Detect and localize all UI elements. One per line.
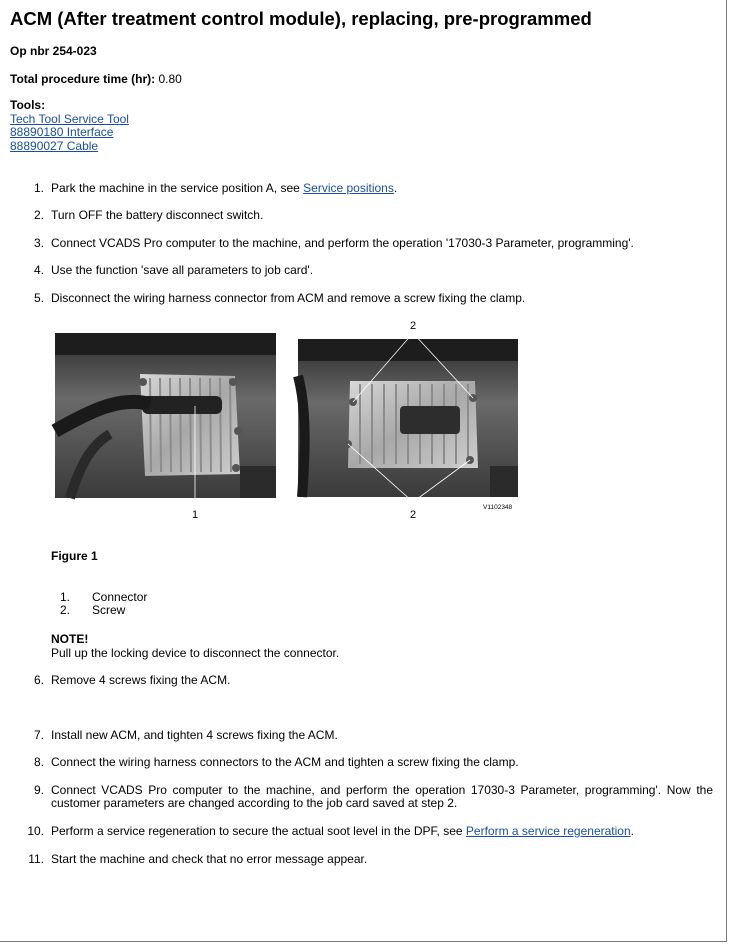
page-border-bottom (0, 941, 727, 942)
step-number: 5. (33, 291, 44, 305)
service-regeneration-link[interactable]: Perform a service regeneration (465, 824, 631, 838)
step-text: Install new ACM, and tighten 4 screws fixing the ACM. (51, 728, 338, 742)
tools-label: Tools: (10, 98, 46, 112)
step-text: Use the function 'save all parameters to job card'. (51, 263, 314, 277)
tool-link-interface[interactable]: 88890180 Interface (10, 125, 114, 139)
figure-image-id: V1102348 (483, 504, 513, 511)
step-text: Connect the wiring harness connectors to the ACM and tighten a screw fixing the clamp. (51, 755, 519, 769)
legend-text: Connector (92, 590, 148, 604)
step-text: Park the machine in the service position A, see (51, 181, 304, 195)
figure-acm-photos (50, 316, 530, 524)
step-text-line-1: Connect VCADS Pro computer to the machine, and perform the operation 17030-3 Parameter, programming'. Now the (51, 783, 713, 797)
step-number: 1. (33, 181, 44, 195)
page-border-right (726, 0, 727, 942)
step-number: 8. (33, 755, 44, 769)
callout-1: 1 (191, 509, 199, 521)
photo-connector (55, 333, 276, 506)
tools-section (10, 99, 129, 153)
step-number: 7. (33, 728, 44, 742)
step-text: Connect VCADS Pro computer to the machine, and perform the operation '17030-3 Parameter, programming'. (51, 236, 634, 250)
legend-number: 1. (60, 590, 71, 604)
step-text: Perform a service regeneration to secure the actual soot level in the DPF, see (51, 824, 466, 838)
callout-2-top: 2 (409, 320, 417, 332)
operation-number: Op nbr 254-023 (10, 44, 97, 58)
step-text: Turn OFF the battery disconnect switch. (51, 208, 264, 222)
procedure-time (10, 72, 182, 86)
procedure-time-value: 0.80 (158, 72, 182, 86)
note-text: Pull up the locking device to disconnect the connector. (51, 646, 340, 660)
step-text: Start the machine and check that no error message appear. (51, 852, 368, 866)
step-number: 9. (33, 783, 44, 797)
note-title: NOTE! (51, 632, 89, 646)
step-text-end: . (393, 181, 398, 195)
figure-legend (0, 591, 300, 617)
legend-number: 2. (60, 603, 71, 617)
tool-link-tech-tool[interactable]: Tech Tool Service Tool (10, 111, 129, 126)
service-positions-link[interactable]: Service positions (303, 181, 394, 195)
photo-screws (298, 333, 518, 502)
step-number: 10. (27, 824, 44, 838)
procedure-time-label: Total procedure time (hr): (10, 72, 156, 86)
step-text-line-2: customer parameters are changed according to the job card saved at step 2. (51, 796, 458, 810)
figure-caption: Figure 1 (51, 549, 98, 563)
page-title: ACM (After treatment control module), replacing, pre-programmed (10, 8, 592, 29)
step-number: 3. (33, 236, 44, 250)
step-text: Disconnect the wiring harness connector from ACM and remove a screw fixing the clamp. (51, 291, 526, 305)
step-number: 11. (28, 852, 44, 866)
legend-item (0, 604, 300, 617)
step-number: 6. (33, 673, 44, 687)
tool-link-cable[interactable]: 88890027 Cable (10, 138, 99, 153)
step-text: Remove 4 screws fixing the ACM. (51, 673, 231, 687)
step-number: 4. (33, 263, 44, 277)
callout-2-bottom: 2 (409, 509, 417, 521)
step-number: 2. (33, 208, 44, 222)
step-text-end: . (630, 824, 634, 838)
legend-text: Screw (92, 603, 126, 617)
legend-item (0, 591, 300, 604)
